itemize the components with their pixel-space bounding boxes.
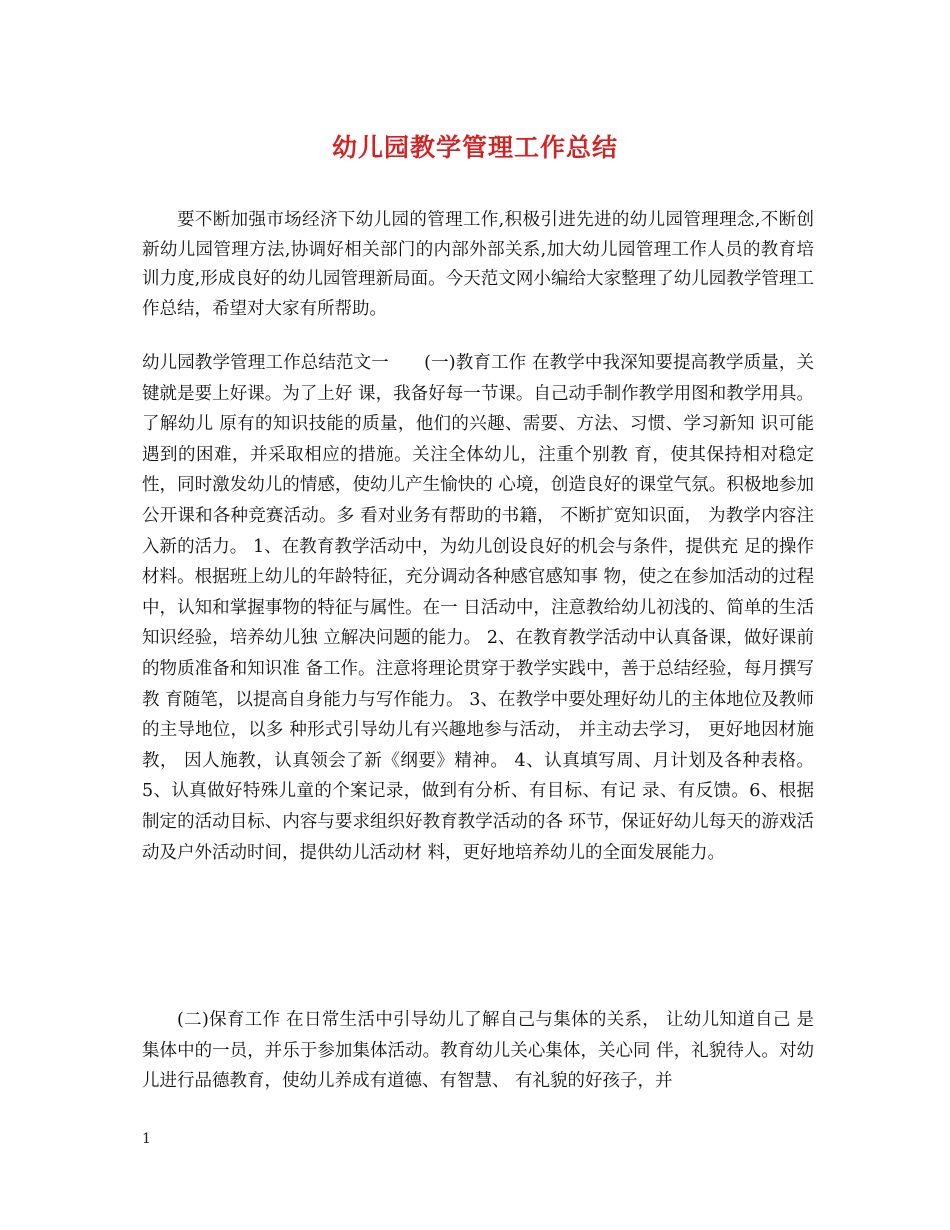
- childcare-section-paragraph: (二)保育工作 在日常生活中引导幼儿了解自己与集体的关系， 让幼儿知道自己 是集体中的一员，并乐于参加集体活动。教育幼儿关心集体，关心同 伴，礼貌待人。对幼儿进行品德教育，使幼儿养成有道德、有智慧、 有礼貌的好孩子，并: [142, 1010, 814, 1091]
- intro-paragraph: 要不断加强市场经济下幼儿园的管理工作,积极引进先进的幼儿园管理理念,不断创新幼儿园管理方法,协调好相关部门的内部外部关系,加大幼儿园管理工作人员的教育培训力度,形成良好的幼儿园管理新局面。今天范文网小编给大家整理了幼儿园教学管理工作总结，希望对大家有所帮助。: [142, 210, 814, 319]
- article-one-paragraph: 幼儿园教学管理工作总结范文一 (一)教育工作 在教学中我深知要提高教学质量，关键就是要上好课。为了上好 课，我备好每一节课。自己动手制作教学用图和教学用具。了解幼儿 原有的知识技能的质量，他们的兴趣、需要、方法、习惯、学习新知 识可能遇到的困难，并采取相应的措施。关注全体幼儿，注重个别教 育，使其保持相对稳定性，同时激发幼儿的情感，使幼儿产生愉快的 心境，创造良好的课堂气氛。积极地参加公开课和各种竞赛活动。多 看对业务有帮助的书籍， 不断扩宽知识面， 为教学内容注入新的活力。 1、在教育教学活动中，为幼儿创设良好的机会与条件，提供充 足的操作材料。根据班上幼儿的年龄特征，充分调动各种感官感知事 物，使之在参加活动的过程中，认知和掌握事物的特征与属性。在一 日活动中，注意教给幼儿初浅的、简单的生活知识经验，培养幼儿独 立解决问题的能力。 2、在教育教学活动中认真备课，做好课前的物质准备和知识准 备工作。注意将理论贯穿于教学实践中，善于总结经验，每月撰写教 育随笔，以提高自身能力与写作能力。 3、在教学中要处理好幼儿的主体地位及教师的主导地位，以多 种形式引导幼儿有兴趣地参与活动， 并主动去学习， 更好地因材施教， 因人施教，认真领会了新《纲要》精神。 4、认真填写周、月计划及各种表格。 5、认真做好特殊儿童的个案记录，做到有分析、有目标、有记 录、有反馈。6、根据制定的活动目标、内容与要求组织好教育教学活动的各 环节，保证好幼儿每天的游戏活动及户外活动时间，提供幼儿活动材 料，更好地培养幼儿的全面发展能力。: [142, 353, 814, 863]
- document-title: 幼儿园教学管理工作总结: [331, 133, 618, 162]
- page-number: 1: [142, 1131, 151, 1147]
